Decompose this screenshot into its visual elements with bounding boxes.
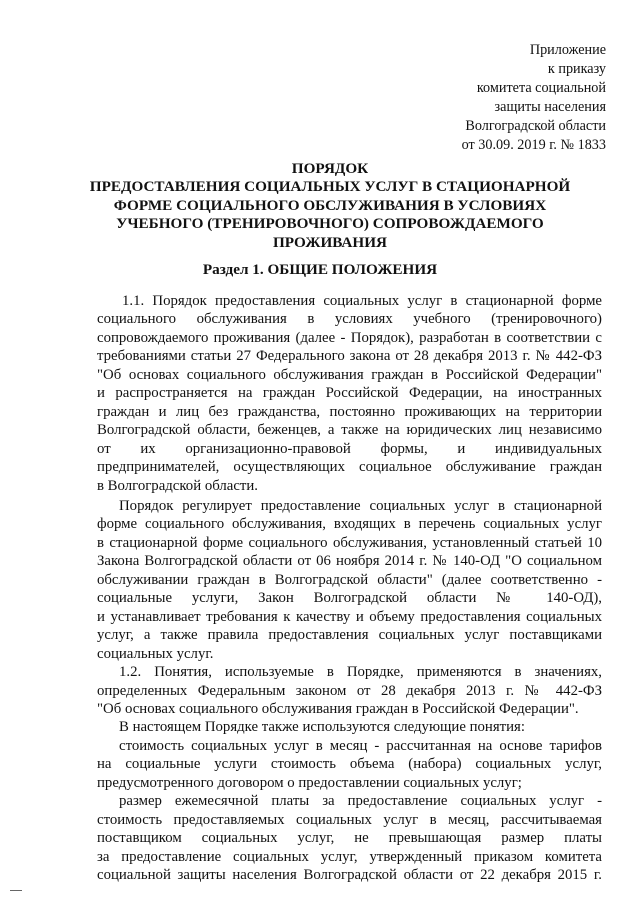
attachment-line: Волгоградской области: [465, 117, 606, 134]
body-line: поставщиком социальных услуг, не превышающая размер платы: [97, 830, 602, 847]
body-line: граждан и лиц без гражданства, постоянно проживающих на территории: [97, 403, 602, 420]
body-line: 1.1. Порядок предоставления социальных услуг в стационарной форме: [122, 293, 602, 309]
body-line: от их организационно-правовой формы, и индивидуальных: [97, 440, 602, 457]
body-line: предпринимателей, осуществляющих социальное обслуживание граждан: [97, 459, 602, 476]
body-line: Порядок регулирует предоставление социальных услуг в стационарной: [119, 497, 602, 514]
title-line: ПОРЯДОК: [291, 160, 369, 177]
document-body: [97, 292, 602, 885]
attachment-line: от 30.09. 2019 г. № 1833: [461, 136, 606, 153]
attachment-block: [462, 41, 606, 154]
body-line: в Волгоградской области.: [97, 477, 258, 494]
section-heading: Раздел 1. ОБЩИЕ ПОЛОЖЕНИЯ: [202, 261, 438, 278]
body-line: социальной защиты населения Волгоградской области от 22 декабря 2015 г.: [97, 867, 602, 884]
title-line: ФОРМЕ СОЦИАЛЬНОГО ОБСЛУЖИВАНИЯ В УСЛОВИЯХ: [113, 196, 547, 214]
title-line: УЧЕБНОГО (ТРЕНИРОВОЧНОГО) СОПРОВОЖДАЕМОГО: [116, 215, 544, 233]
body-line: услуг, а также правила предоставления социальных услуг поставщиками: [97, 627, 602, 644]
attachment-line: к приказу: [547, 60, 606, 77]
body-line: размер ежемесячной платы за предоставление социальных услуг -: [119, 793, 602, 810]
scan-edge-mark: [10, 890, 22, 891]
title-line: ПРЕДОСТАВЛЕНИЯ СОЦИАЛЬНЫХ УСЛУГ В СТАЦИОНАРНОЙ: [89, 178, 571, 196]
body-line: определенных Федеральным законом от 28 декабря 2013 г. № 442-ФЗ: [97, 682, 602, 699]
body-line: стоимость предоставляемых социальных услуг в месяц, рассчитываемая: [97, 811, 602, 828]
body-line: Закона Волгоградской области от 06 ноября 2014 г. № 140-ОД "О социальном: [97, 553, 602, 570]
body-line: предусмотренного договором о предоставлении социальных услуг;: [97, 774, 522, 791]
attachment-line: Приложение: [529, 42, 606, 58]
body-line: и распространяется на граждан Российской Федерации, на иностранных: [97, 385, 602, 402]
attachment-line: комитета социальной: [476, 79, 606, 96]
body-line: "Об основах социального обслуживания граждан в Российской Федерации".: [97, 700, 579, 717]
body-line: социальные услуги, Закон Волгоградской области № 140-ОД),: [97, 590, 602, 607]
body-line: В настоящем Порядке также используются следующие понятия:: [119, 719, 525, 736]
body-line: требованиями статьи 27 Федерального закона от 28 декабря 2013 г. № 442-ФЗ: [97, 348, 602, 365]
attachment-line: защиты населения: [494, 98, 606, 115]
body-line: на социальные услуги стоимость объема (набора) социальных услуг,: [97, 756, 602, 773]
document-title: [60, 160, 600, 252]
body-line: социального обслуживания в условиях учебного (тренировочного): [97, 311, 602, 328]
title-line: ПРОЖИВАНИЯ: [272, 233, 387, 251]
body-line: за предоставление социальных услуг, утвержденный приказом комитета: [97, 848, 602, 865]
body-line: форме социального обслуживания, входящих в перечень социальных услуг: [97, 516, 602, 533]
body-line: стоимость социальных услуг в месяц - рассчитанная на основе тарифов: [119, 737, 602, 754]
body-line: в стационарной форме социального обслуживания, установленный статьей 10: [97, 534, 602, 551]
body-line: социальных услуг.: [97, 645, 214, 662]
body-line: Волгоградской области, беженцев, а также на юридических лиц независимо: [97, 422, 602, 439]
body-line: "Об основах социального обслуживания граждан в Российской Федерации": [97, 366, 602, 383]
body-line: обслуживании граждан в Волгоградской области" (далее соответственно -: [97, 571, 602, 588]
body-line: и устанавливает требования к качеству и объему предоставления социальных: [97, 608, 602, 625]
body-line: 1.2. Понятия, используемые в Порядке, применяются в значениях,: [119, 664, 602, 681]
body-line: сопровождаемого проживания (далее - Порядок), разработан в соответствии с: [97, 329, 602, 346]
